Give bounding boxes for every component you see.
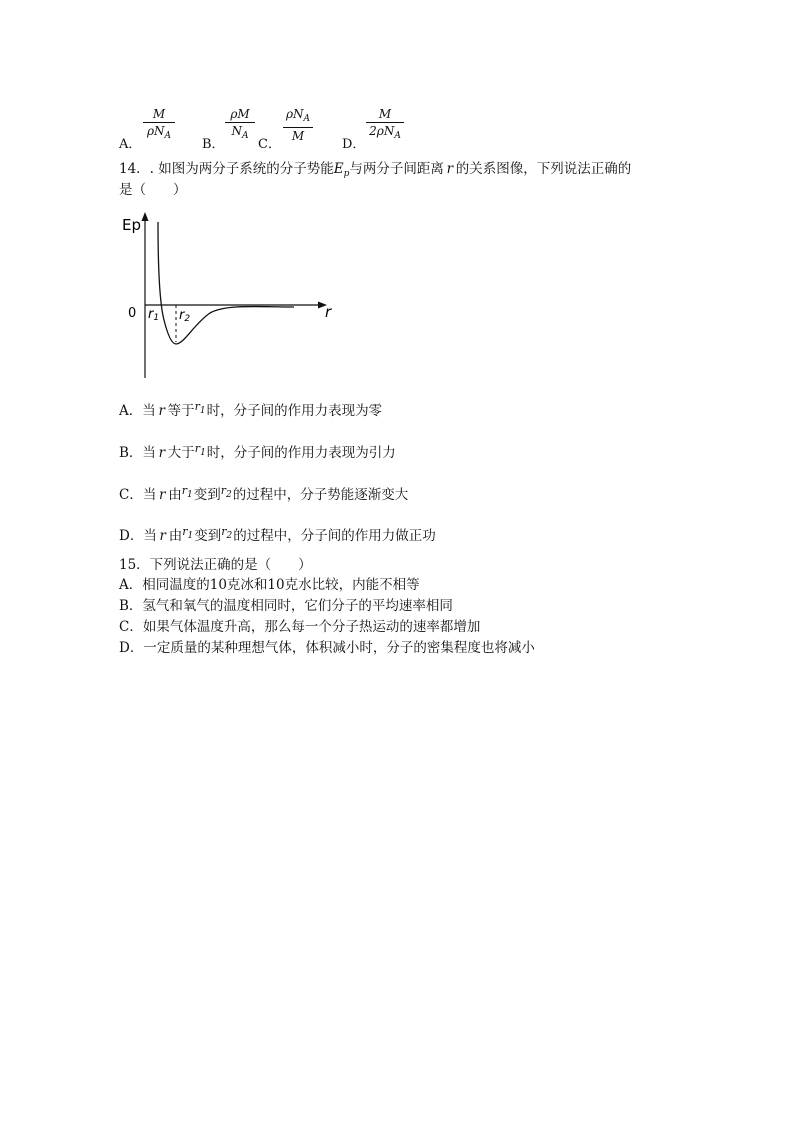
fraction-bar [283,127,313,128]
q13-option-a-letter: A． [119,137,142,152]
r2-symbol: $r_2$ [221,525,233,541]
q15-option-d: D．一定质量的某种理想气体，体积减小时，分子的密集程度也将减小 [119,640,535,656]
fraction-bar [225,122,255,123]
q15-option-c: C．如果气体温度升高，那么每一个分子热运动的速率都增加 [119,619,481,635]
fraction-bar [143,122,175,123]
potential-energy-graph [118,206,348,381]
r2-symbol: $r_2$ [220,484,232,500]
q15-option-b: B．氢气和氧气的温度相同时，它们分子的平均速率相同 [119,598,453,614]
potential-curve [158,222,294,344]
r1-label: r1 [148,307,160,323]
q13-option-b-fraction [225,107,255,143]
q13-option-c-fraction [283,107,313,143]
r1-symbol: $r_1$ [182,525,194,541]
r1-symbol: $r_1$ [194,400,206,416]
q13-option-a-fraction [143,107,175,143]
q14-option-a: A．当 r 等于$r_1$时，分子间的作用力表现为零 [119,400,383,419]
denominator: $\rho N_A$ [146,124,172,141]
fraction-bar [366,122,404,123]
denominator: $2\rho N_A$ [369,124,401,141]
numerator: M [378,107,392,121]
y-axis-label: Ep [122,216,141,234]
r1-symbol: $r_1$ [194,442,206,458]
q14-option-c: C．当 r 由$r_1$变到$r_2$的过程中，分子势能逐渐变大 [119,484,409,503]
q14-stem-line2: 是（ ） [119,182,187,198]
q14-option-d: D．当 r 由$r_1$变到$r_2$的过程中，分子间的作用力做正功 [119,525,436,544]
denominator: $N_A$ [231,124,249,141]
numerator: $\rho N_A$ [285,107,311,124]
q13-option-d-fraction [366,107,404,143]
q14-stem-line1: 14．. 如图为两分子系统的分子势能$E_p$与两分子间距离 r 的关系图像，下列说法正确的 [119,161,632,179]
y-axis-arrow [142,212,149,221]
r2-label: r2 [179,308,191,324]
numerator: M [152,107,166,121]
denominator: M [291,129,305,143]
q14-option-b: B．当 r 大于$r_1$时，分子间的作用力表现为引力 [119,442,396,461]
r1-symbol: $r_1$ [181,484,193,500]
q13-option-d-letter: D． [342,137,366,152]
q15-option-a: A．相同温度的10克冰和10克水比较，内能不相等 [119,577,420,593]
x-axis-label: r [325,303,332,321]
numerator: ρM [230,107,250,121]
q15-stem: 15．下列说法正确的是（ ） [119,557,312,573]
origin-label: 0 [128,306,137,321]
q13-option-b-letter: B． [202,137,225,152]
q13-option-c-letter: C． [258,137,281,152]
